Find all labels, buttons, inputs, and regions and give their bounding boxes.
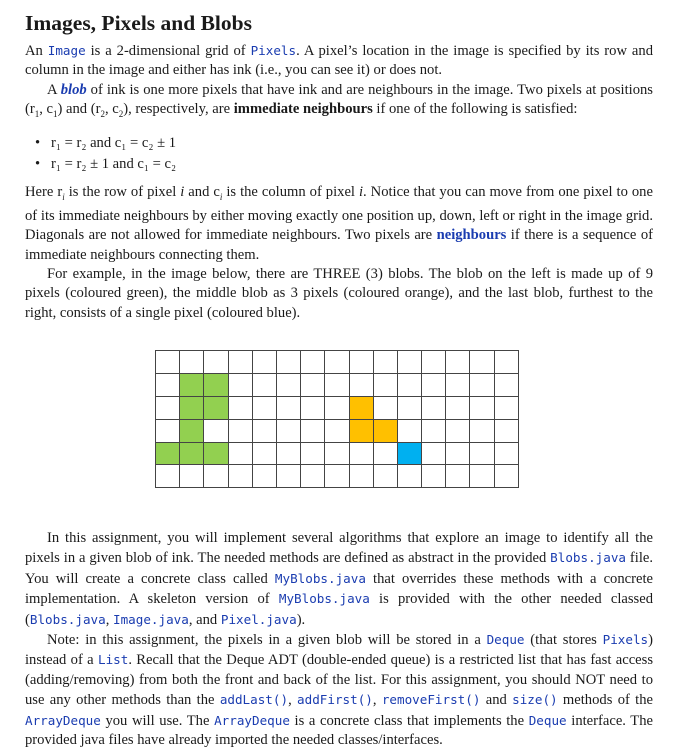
grid-cell	[301, 465, 325, 488]
grid-cell	[277, 443, 301, 466]
grid-cell	[277, 397, 301, 420]
blob-grid-figure	[155, 350, 519, 488]
grid-cell-green	[180, 397, 204, 420]
grid-cell	[470, 374, 494, 397]
code-pixels: Pixels	[250, 43, 297, 58]
paragraph-blob-definition: A blob of ink is one more pixels that have ink and are neighbours in the image. Two pixels at positions ($r_1$, $c_1$) and ($r_2$, $c_2$), respectively, are immediate neighbours if one of the following is satisfied:	[25, 81, 653, 120]
grid-cell-orange	[350, 397, 374, 420]
grid-cell	[398, 465, 422, 488]
grid-cell-orange	[350, 420, 374, 443]
grid-cell-blue	[398, 443, 422, 466]
grid-cell	[350, 374, 374, 397]
grid-cell-green	[180, 420, 204, 443]
code-deque: Deque	[486, 632, 525, 648]
code-pixel-java: Pixel.java	[220, 611, 297, 627]
grid-cell	[253, 374, 277, 397]
grid-cell	[180, 351, 204, 374]
grid-cell	[398, 374, 422, 397]
grid-cell	[446, 443, 470, 466]
grid-cell	[180, 465, 204, 488]
grid-cell	[446, 397, 470, 420]
grid-cell	[374, 351, 398, 374]
blob-grid	[155, 350, 519, 488]
code-removefirst: removeFirst()	[381, 692, 481, 708]
document-page	[25, 0, 653, 323]
grid-cell	[204, 420, 228, 443]
grid-cell	[325, 374, 349, 397]
grid-cell-green	[180, 374, 204, 397]
grid-cell	[422, 443, 446, 466]
grid-cell	[470, 443, 494, 466]
grid-cell	[253, 465, 277, 488]
grid-cell	[301, 351, 325, 374]
list-item: • r₁ = r₂ and c₁ = c₂ ± 1	[51, 133, 653, 154]
grid-cell	[470, 420, 494, 443]
grid-cell-green	[204, 374, 228, 397]
grid-cell	[446, 351, 470, 374]
document-page-continued	[25, 529, 653, 750]
grid-cell	[277, 351, 301, 374]
grid-cell	[470, 465, 494, 488]
code-list: List	[97, 652, 129, 668]
grid-cell	[156, 351, 180, 374]
term-immediate-neighbours: immediate neighbours	[233, 101, 373, 118]
grid-cell	[446, 374, 470, 397]
code-pixels: Pixels	[602, 632, 649, 648]
paragraph-image-definition: An Image is a 2-dimensional grid of Pixels. A pixel’s location in the image is specified by its row and column in the image and either has ink (i.e., you can see it) or does not.	[25, 43, 653, 79]
grid-cell	[229, 465, 253, 488]
code-arraydeque: ArrayDeque	[25, 712, 101, 728]
grid-cell	[156, 420, 180, 443]
grid-cell	[350, 351, 374, 374]
paragraph-example: For example, in the image below, there are THREE (3) blobs. The blob on the left is made up of 9 pixels (coloured green), the middle blob as 3 pixels (coloured orange), and the last blob, furthest to the right, consists of a single pixel (coloured blue).	[25, 266, 653, 321]
grid-cell	[325, 351, 349, 374]
grid-cell	[156, 374, 180, 397]
code-size: size()	[512, 692, 558, 708]
grid-cell	[422, 397, 446, 420]
code-blobs-java: Blobs.java	[550, 550, 626, 566]
grid-cell	[446, 465, 470, 488]
grid-cell	[374, 397, 398, 420]
code-image: Image	[47, 43, 86, 58]
grid-cell	[495, 351, 519, 374]
grid-cell	[204, 351, 228, 374]
grid-cell	[277, 374, 301, 397]
grid-cell	[156, 465, 180, 488]
grid-cell	[229, 443, 253, 466]
grid-cell	[229, 374, 253, 397]
grid-cell	[350, 443, 374, 466]
condition-list	[25, 133, 653, 175]
grid-cell	[253, 397, 277, 420]
grid-cell	[301, 397, 325, 420]
grid-cell-green	[156, 443, 180, 466]
grid-cell	[204, 465, 228, 488]
grid-cell	[422, 465, 446, 488]
code-addlast: addLast()	[219, 692, 289, 708]
grid-cell	[470, 351, 494, 374]
grid-cell	[446, 420, 470, 443]
grid-cell-green	[204, 397, 228, 420]
grid-cell	[495, 374, 519, 397]
code-arraydeque: ArrayDeque	[214, 712, 290, 728]
list-item: • r₁ = r₂ ± 1 and c₁ = c₂	[51, 154, 653, 175]
grid-cell	[325, 443, 349, 466]
grid-cell	[277, 465, 301, 488]
grid-cell	[229, 420, 253, 443]
grid-cell	[156, 397, 180, 420]
grid-cell-green	[180, 443, 204, 466]
grid-cell	[495, 443, 519, 466]
code-myblobs-java: MyBlobs.java	[278, 591, 370, 607]
grid-cell	[229, 397, 253, 420]
grid-cell	[350, 465, 374, 488]
grid-cell	[422, 374, 446, 397]
grid-cell	[398, 351, 422, 374]
grid-cell	[253, 420, 277, 443]
code-addfirst: addFirst()	[297, 692, 373, 708]
grid-cell	[301, 420, 325, 443]
code-image-java: Image.java	[113, 611, 189, 627]
grid-cell	[277, 420, 301, 443]
paragraph-deque-note: Note: in this assignment, the pixels in a given blob will be stored in a Deque (that stores Pixels) instead of a List. Recall that the Deque ADT (double-ended queue) is a restricted list that has fast access (adding/removing) from both the front and back of the list. For this assignment, you should NOT need to use any other methods than the addLast(), addFirst(), removeFirst() and size() methods of the ArrayDeque you will use. The ArrayDeque is a concrete class that implements the Deque interface. The provided java files have already imported the needed classes/interfaces.	[25, 632, 654, 749]
grid-cell	[325, 397, 349, 420]
grid-cell-orange	[374, 420, 398, 443]
grid-cell	[374, 443, 398, 466]
code-deque: Deque	[528, 712, 567, 728]
grid-cell	[470, 397, 494, 420]
grid-cell	[495, 397, 519, 420]
grid-cell	[229, 351, 253, 374]
code-myblobs-java: MyBlobs.java	[274, 570, 366, 586]
grid-cell	[422, 420, 446, 443]
grid-cell	[374, 465, 398, 488]
term-neighbours: neighbours	[436, 227, 507, 244]
grid-cell	[495, 465, 519, 488]
paragraph-assignment: In this assignment, you will implement several algorithms that explore an image to identify all the pixels in a given blob of ink. The needed methods are defined as abstract in the provided Blobs.java file. You will create a concrete class called MyBlobs.java that overrides these methods with a concrete implementation. A skeleton version of MyBlobs.java is provided with the other needed classed (Blobs.java, Image.java, and Pixel.java).	[25, 530, 653, 628]
grid-cell	[398, 420, 422, 443]
section-title: Images, Pixels and Blobs	[25, 11, 252, 35]
grid-cell	[325, 465, 349, 488]
grid-cell	[301, 374, 325, 397]
grid-cell	[374, 374, 398, 397]
grid-cell	[495, 420, 519, 443]
paragraph-neighbours: Here $r_i$ is the row of pixel i and $c_i$ is the column of pixel i. Notice that you can move from one pixel to one of its immediate neighbours by either moving exactly one position up, down, left or right in the image grid. Diagonals are not allowed for immediate neighbours. Two pixels are neighbours if there is a sequence of immediate neighbours connecting them.	[25, 183, 653, 263]
grid-cell	[253, 443, 277, 466]
grid-cell	[301, 443, 325, 466]
term-blob: blob	[60, 81, 87, 98]
grid-cell	[253, 351, 277, 374]
grid-cell	[325, 420, 349, 443]
grid-cell	[422, 351, 446, 374]
grid-cell	[398, 397, 422, 420]
grid-cell-green	[204, 443, 228, 466]
code-blobs-java: Blobs.java	[29, 611, 106, 627]
